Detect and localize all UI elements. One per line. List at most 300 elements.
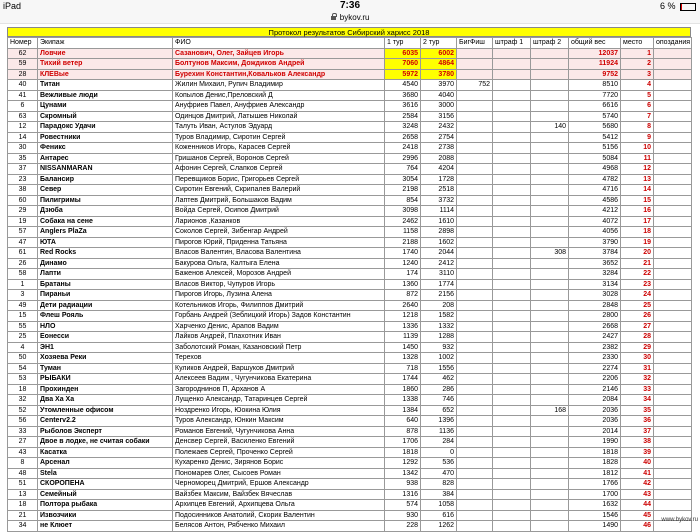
- table-row: [8, 332, 692, 343]
- cell-t2: 2738: [421, 143, 457, 154]
- cell-fio: Власов Виктор, Чупуров Игорь: [173, 279, 385, 290]
- cell-pen1: [493, 195, 531, 206]
- cell-fio: Кухаренко Денис, Зирянов Борис: [173, 458, 385, 469]
- cell-pen2: [531, 426, 569, 437]
- cell-t1: 6035: [385, 48, 421, 59]
- cell-t2: 1058: [421, 500, 457, 511]
- cell-fio: Гришанов Сергей, Воронов Сергей: [173, 153, 385, 164]
- cell-late: [654, 164, 692, 175]
- cell-t1: 1336: [385, 321, 421, 332]
- cell-total: 11924: [569, 59, 621, 70]
- table-row: [8, 164, 692, 175]
- cell-place: 2: [621, 59, 654, 70]
- cell-t1: 3680: [385, 90, 421, 101]
- cell-pen2: [531, 258, 569, 269]
- cell-late: [654, 153, 692, 164]
- cell-late: [654, 206, 692, 217]
- cell-fio: Талуть Иван, Астулов Эдуард: [173, 122, 385, 133]
- cell-bigfish: [457, 363, 493, 374]
- cell-pen2: [531, 489, 569, 500]
- cell-num: 56: [8, 416, 38, 427]
- cell-fio: Куликов Андрей, Варшуков Дмитрий: [173, 363, 385, 374]
- table-row: [8, 174, 692, 185]
- cell-fio: Туров Александр, Юнкин Максим: [173, 416, 385, 427]
- table-row: [8, 132, 692, 143]
- cell-bigfish: [457, 174, 493, 185]
- table-row: [8, 321, 692, 332]
- cell-fio: Сиротин Евгений, Скрипалев Валерий: [173, 185, 385, 196]
- cell-place: 22: [621, 269, 654, 280]
- cell-total: 2330: [569, 353, 621, 364]
- cell-total: 1990: [569, 437, 621, 448]
- cell-place: 5: [621, 90, 654, 101]
- cell-late: [654, 395, 692, 406]
- cell-pen1: [493, 468, 531, 479]
- cell-place: 34: [621, 395, 654, 406]
- cell-fio: Денсвер Сергей, Василенко Евгений: [173, 437, 385, 448]
- cell-team: Дзюба: [38, 206, 173, 217]
- column-header-pen2: штраф 2: [531, 38, 569, 49]
- cell-fio: Баженов Алексей, Морозов Андрей: [173, 269, 385, 280]
- cell-pen1: [493, 500, 531, 511]
- cell-pen2: [531, 479, 569, 490]
- url-text: bykov.ru: [339, 13, 370, 22]
- cell-pen2: 308: [531, 248, 569, 259]
- cell-t2: 4864: [421, 59, 457, 70]
- table-row: [8, 80, 692, 91]
- address-bar[interactable]: [0, 13, 700, 24]
- cell-bigfish: [457, 122, 493, 133]
- cell-t2: 652: [421, 405, 457, 416]
- cell-pen2: [531, 384, 569, 395]
- cell-place: 30: [621, 353, 654, 364]
- cell-t1: 2640: [385, 300, 421, 311]
- cell-fio: Афонин Сергей, Слапков Сергей: [173, 164, 385, 175]
- table-row: [8, 342, 692, 353]
- cell-pen2: [531, 374, 569, 385]
- cell-bigfish: [457, 237, 493, 248]
- cell-place: 43: [621, 489, 654, 500]
- cell-num: 37: [8, 164, 38, 175]
- cell-num: 35: [8, 153, 38, 164]
- table-row: [8, 111, 692, 122]
- cell-late: [654, 258, 692, 269]
- cell-team: Пилигримы: [38, 195, 173, 206]
- cell-pen1: [493, 111, 531, 122]
- cell-num: 59: [8, 59, 38, 70]
- cell-pen1: [493, 426, 531, 437]
- cell-team: Дети радиации: [38, 300, 173, 311]
- cell-t2: 1332: [421, 321, 457, 332]
- cell-total: 5412: [569, 132, 621, 143]
- cell-team: Собака на сене: [38, 216, 173, 227]
- table-row: [8, 90, 692, 101]
- cell-pen1: [493, 416, 531, 427]
- cell-place: 11: [621, 153, 654, 164]
- cell-team: Феникс: [38, 143, 173, 154]
- cell-num: 54: [8, 363, 38, 374]
- cell-num: 26: [8, 258, 38, 269]
- column-header-t1: 1 тур: [385, 38, 421, 49]
- cell-total: 2800: [569, 311, 621, 322]
- cell-pen1: [493, 342, 531, 353]
- cell-late: [654, 321, 692, 332]
- cell-pen1: [493, 269, 531, 280]
- cell-pen1: [493, 321, 531, 332]
- cell-t1: 7060: [385, 59, 421, 70]
- cell-place: 29: [621, 342, 654, 353]
- cell-fio: Ноздренко Игорь, Юокина Юлия: [173, 405, 385, 416]
- cell-place: 3: [621, 69, 654, 80]
- cell-total: 2382: [569, 342, 621, 353]
- cell-team: Прохинден: [38, 384, 173, 395]
- table-row: [8, 405, 692, 416]
- cell-pen2: [531, 279, 569, 290]
- cell-t1: 2584: [385, 111, 421, 122]
- cell-late: [654, 426, 692, 437]
- table-row: [8, 384, 692, 395]
- cell-t1: 938: [385, 479, 421, 490]
- cell-total: 1818: [569, 447, 621, 458]
- cell-bigfish: [457, 248, 493, 259]
- cell-place: 27: [621, 321, 654, 332]
- cell-pen1: [493, 143, 531, 154]
- cell-t1: 3098: [385, 206, 421, 217]
- cell-t2: 1610: [421, 216, 457, 227]
- cell-num: 53: [8, 374, 38, 385]
- cell-bigfish: [457, 90, 493, 101]
- cell-late: [654, 143, 692, 154]
- cell-total: 3784: [569, 248, 621, 259]
- cell-num: 29: [8, 206, 38, 217]
- cell-place: 10: [621, 143, 654, 154]
- cell-fio: Жилин Михаил, Рупич Владимир: [173, 80, 385, 91]
- cell-bigfish: [457, 48, 493, 59]
- cell-pen2: [531, 111, 569, 122]
- cell-pen2: [531, 510, 569, 521]
- cell-num: 61: [8, 248, 38, 259]
- cell-t2: 746: [421, 395, 457, 406]
- cell-num: 32: [8, 395, 38, 406]
- cell-fio: Полежаев Сергей, Проченко Сергей: [173, 447, 385, 458]
- cell-late: [654, 384, 692, 395]
- cell-t2: 384: [421, 489, 457, 500]
- cell-late: [654, 311, 692, 322]
- cell-bigfish: [457, 353, 493, 364]
- cell-total: 1632: [569, 500, 621, 511]
- cell-total: 1546: [569, 510, 621, 521]
- cell-place: 7: [621, 111, 654, 122]
- cell-t1: 854: [385, 195, 421, 206]
- cell-total: 4782: [569, 174, 621, 185]
- cell-bigfish: [457, 437, 493, 448]
- cell-fio: Туров Владимир, Сиротин Сергей: [173, 132, 385, 143]
- cell-t2: 1262: [421, 521, 457, 532]
- cell-num: 48: [8, 468, 38, 479]
- cell-fio: Лаптев Дмитрий, Большаков Вадим: [173, 195, 385, 206]
- cell-total: 5680: [569, 122, 621, 133]
- cell-place: 39: [621, 447, 654, 458]
- cell-late: [654, 69, 692, 80]
- cell-num: 60: [8, 195, 38, 206]
- cell-place: 8: [621, 122, 654, 133]
- cell-place: 14: [621, 185, 654, 196]
- cell-total: 3028: [569, 290, 621, 301]
- cell-team: ЮТА: [38, 237, 173, 248]
- cell-num: 18: [8, 384, 38, 395]
- cell-bigfish: [457, 185, 493, 196]
- cell-total: 3284: [569, 269, 621, 280]
- cell-pen1: [493, 153, 531, 164]
- cell-bigfish: [457, 405, 493, 416]
- cell-num: 8: [8, 458, 38, 469]
- cell-late: [654, 437, 692, 448]
- cell-pen1: [493, 405, 531, 416]
- cell-num: 3: [8, 290, 38, 301]
- cell-fio: Терехов: [173, 353, 385, 364]
- cell-pen2: [531, 321, 569, 332]
- cell-team: Туман: [38, 363, 173, 374]
- carrier-label: iPad: [3, 1, 22, 11]
- cell-fio: Власов Валентин, Власова Валентина: [173, 248, 385, 259]
- cell-t1: 1342: [385, 468, 421, 479]
- cell-pen2: [531, 185, 569, 196]
- cell-total: 2014: [569, 426, 621, 437]
- cell-t1: 1706: [385, 437, 421, 448]
- cell-pen1: [493, 227, 531, 238]
- cell-fio: Романов Евгений, Чугунчикова Анна: [173, 426, 385, 437]
- cell-team: Red Rocks: [38, 248, 173, 259]
- cell-place: 40: [621, 458, 654, 469]
- cell-place: 38: [621, 437, 654, 448]
- cell-pen2: [531, 290, 569, 301]
- cell-fio: Ануфриев Павел, Ануфриев Александр: [173, 101, 385, 112]
- cell-total: 3652: [569, 258, 621, 269]
- cell-team: НЛО: [38, 321, 173, 332]
- cell-pen1: [493, 90, 531, 101]
- cell-t2: 2898: [421, 227, 457, 238]
- table-row: [8, 300, 692, 311]
- cell-place: 37: [621, 426, 654, 437]
- cell-t2: 2754: [421, 132, 457, 143]
- cell-num: 1: [8, 279, 38, 290]
- cell-pen2: [531, 353, 569, 364]
- cell-total: 9752: [569, 69, 621, 80]
- cell-pen2: 168: [531, 405, 569, 416]
- cell-pen1: [493, 185, 531, 196]
- cell-fio: Одинцов Дмитрий, Латышев Николай: [173, 111, 385, 122]
- cell-team: Вежливые люди: [38, 90, 173, 101]
- cell-place: 9: [621, 132, 654, 143]
- cell-t1: 1139: [385, 332, 421, 343]
- cell-pen1: [493, 437, 531, 448]
- cell-t2: 3732: [421, 195, 457, 206]
- cell-place: 17: [621, 216, 654, 227]
- cell-total: 4072: [569, 216, 621, 227]
- table-row: [8, 237, 692, 248]
- cell-total: 2427: [569, 332, 621, 343]
- cell-t1: 1316: [385, 489, 421, 500]
- cell-fio: Алексеев Вадим , Чугунчикова Екатерина: [173, 374, 385, 385]
- cell-bigfish: [457, 311, 493, 322]
- cell-pen2: [531, 437, 569, 448]
- cell-bigfish: [457, 69, 493, 80]
- table-row: [8, 395, 692, 406]
- cell-t2: 4040: [421, 90, 457, 101]
- cell-pen1: [493, 353, 531, 364]
- cell-team: Полтора рыбака: [38, 500, 173, 511]
- table-row: [8, 122, 692, 133]
- cell-bigfish: [457, 206, 493, 217]
- cell-bigfish: [457, 458, 493, 469]
- cell-team: Два Ха Ха: [38, 395, 173, 406]
- cell-total: 2848: [569, 300, 621, 311]
- cell-late: [654, 80, 692, 91]
- cell-place: 21: [621, 258, 654, 269]
- cell-late: [654, 90, 692, 101]
- cell-fio: Пирогов Игорь, Лузина Алена: [173, 290, 385, 301]
- cell-place: 44: [621, 500, 654, 511]
- cell-fio: Перевщиков Борис, Григорьев Сергей: [173, 174, 385, 185]
- cell-bigfish: [457, 395, 493, 406]
- cell-team: Семейный: [38, 489, 173, 500]
- cell-bigfish: [457, 59, 493, 70]
- cell-t1: 872: [385, 290, 421, 301]
- cell-late: [654, 122, 692, 133]
- cell-num: 63: [8, 111, 38, 122]
- cell-team: Хозяева Реки: [38, 353, 173, 364]
- cell-team: Anglers PlaZa: [38, 227, 173, 238]
- table-row: [8, 311, 692, 322]
- cell-fio: Заболотский Роман, Казановский Петр: [173, 342, 385, 353]
- cell-num: 21: [8, 510, 38, 521]
- cell-pen2: [531, 342, 569, 353]
- cell-num: 62: [8, 48, 38, 59]
- table-row: [8, 374, 692, 385]
- cell-place: 36: [621, 416, 654, 427]
- cell-bigfish: [457, 510, 493, 521]
- cell-pen2: [531, 458, 569, 469]
- cell-pen2: [531, 195, 569, 206]
- battery-icon: [680, 3, 696, 11]
- cell-t1: 1158: [385, 227, 421, 238]
- cell-pen2: [531, 132, 569, 143]
- cell-total: 5084: [569, 153, 621, 164]
- cell-t1: 3054: [385, 174, 421, 185]
- table-row: [8, 48, 692, 59]
- cell-place: 25: [621, 300, 654, 311]
- cell-num: 13: [8, 489, 38, 500]
- cell-pen2: [531, 416, 569, 427]
- cell-place: 16: [621, 206, 654, 217]
- cell-pen2: [531, 216, 569, 227]
- cell-team: Титан: [38, 80, 173, 91]
- cell-pen1: [493, 248, 531, 259]
- cell-team: РЫБАКИ: [38, 374, 173, 385]
- column-header-place: место: [621, 38, 654, 49]
- cell-team: Лапти: [38, 269, 173, 280]
- cell-bigfish: [457, 521, 493, 532]
- battery-indicator: [660, 1, 696, 11]
- table-row: [8, 363, 692, 374]
- cell-bigfish: [457, 332, 493, 343]
- cell-pen1: [493, 311, 531, 322]
- cell-pen2: [531, 90, 569, 101]
- column-header-total: общий вес: [569, 38, 621, 49]
- cell-total: 4212: [569, 206, 621, 217]
- cell-team: не Клюет: [38, 521, 173, 532]
- cell-pen1: [493, 206, 531, 217]
- cell-fio: Черноморец Дмитрий, Ершов Александр: [173, 479, 385, 490]
- cell-fio: Бакурова Ольга, Калтыга Елена: [173, 258, 385, 269]
- cell-t1: 1240: [385, 258, 421, 269]
- cell-team: КЛЕВые: [38, 69, 173, 80]
- cell-bigfish: [457, 269, 493, 280]
- cell-pen2: [531, 269, 569, 280]
- cell-late: [654, 248, 692, 259]
- cell-t1: 574: [385, 500, 421, 511]
- cell-t2: 932: [421, 342, 457, 353]
- cell-late: [654, 363, 692, 374]
- cell-total: 4716: [569, 185, 621, 196]
- cell-team: Цунами: [38, 101, 173, 112]
- cell-pen2: [531, 332, 569, 343]
- cell-t1: 2996: [385, 153, 421, 164]
- cell-place: 18: [621, 227, 654, 238]
- cell-pen1: [493, 164, 531, 175]
- cell-pen1: [493, 290, 531, 301]
- cell-pen1: [493, 395, 531, 406]
- cell-team: Извозчики: [38, 510, 173, 521]
- cell-fio: Копылов Денис,Преловский Д: [173, 90, 385, 101]
- cell-total: 1490: [569, 521, 621, 532]
- column-header-bigfish: БигФиш: [457, 38, 493, 49]
- cell-bigfish: [457, 227, 493, 238]
- table-row: [8, 269, 692, 280]
- table-row: [8, 69, 692, 80]
- cell-num: 6: [8, 101, 38, 112]
- cell-t1: 2462: [385, 216, 421, 227]
- cell-pen1: [493, 59, 531, 70]
- cell-pen1: [493, 258, 531, 269]
- table-row: [8, 437, 692, 448]
- cell-late: [654, 447, 692, 458]
- cell-num: 47: [8, 237, 38, 248]
- cell-team: Братаны: [38, 279, 173, 290]
- cell-num: 30: [8, 143, 38, 154]
- cell-pen1: [493, 48, 531, 59]
- cell-num: 15: [8, 311, 38, 322]
- cell-fio: Архипцев Евгений, Архипцева Ольга: [173, 500, 385, 511]
- cell-total: 2036: [569, 405, 621, 416]
- cell-pen2: [531, 143, 569, 154]
- table-row: [8, 468, 692, 479]
- cell-pen2: [531, 59, 569, 70]
- cell-num: 40: [8, 80, 38, 91]
- cell-late: [654, 458, 692, 469]
- cell-t2: 3000: [421, 101, 457, 112]
- cell-late: [654, 48, 692, 59]
- cell-late: [654, 101, 692, 112]
- cell-late: [654, 290, 692, 301]
- cell-pen2: [531, 311, 569, 322]
- cell-pen2: [531, 174, 569, 185]
- cell-t1: 174: [385, 269, 421, 280]
- cell-bigfish: [457, 258, 493, 269]
- cell-pen2: [531, 164, 569, 175]
- cell-pen2: [531, 153, 569, 164]
- cell-bigfish: [457, 101, 493, 112]
